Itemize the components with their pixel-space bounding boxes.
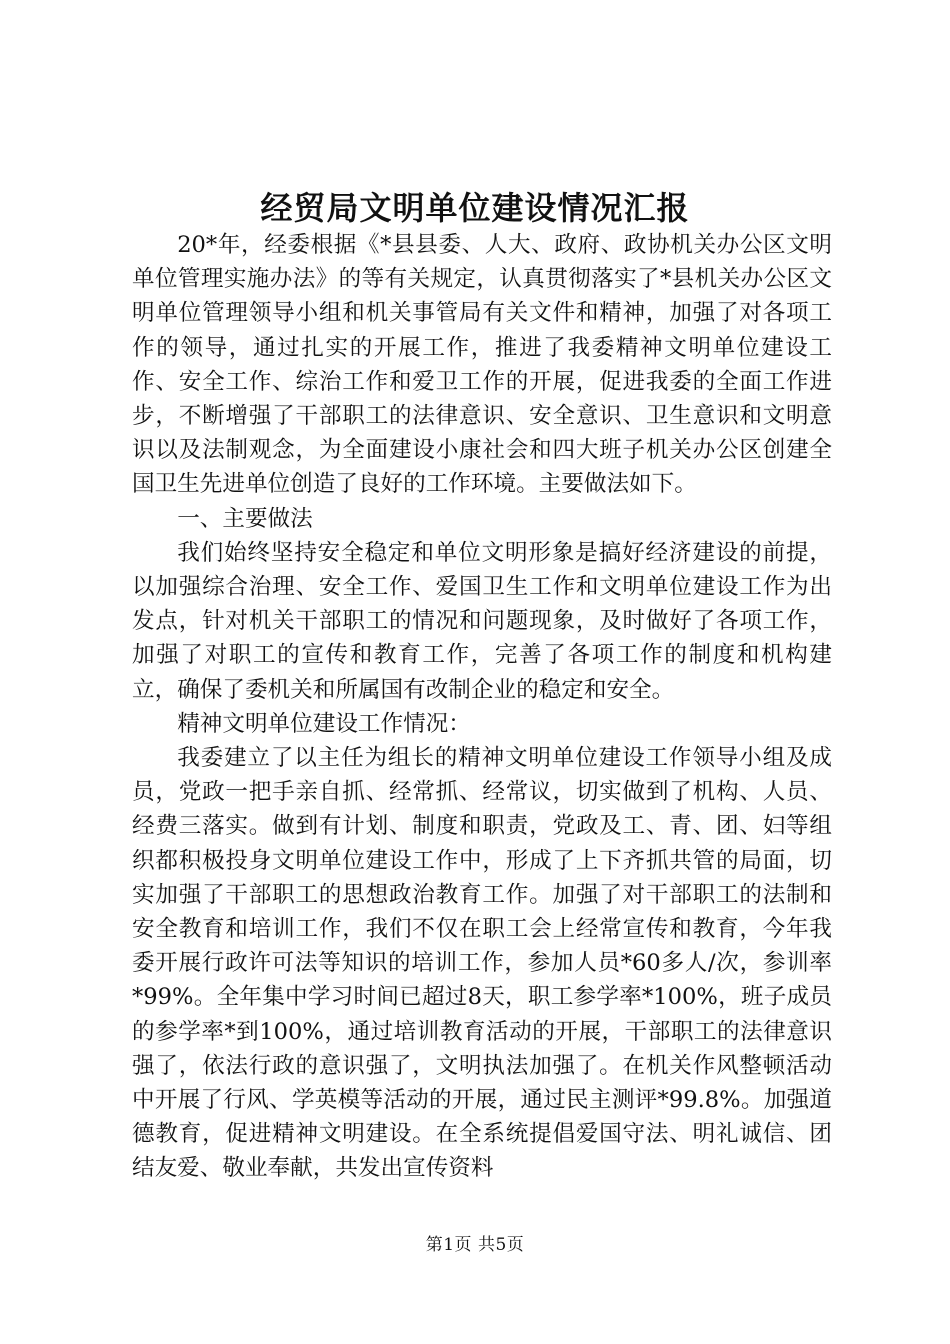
paragraph-practices: 我们始终坚持安全稳定和单位文明形象是搞好经济建设的前提，以加强综合治理、安全工作、爱国卫生工作和文明单位建设工作为出发点，针对机关干部职工的情况和问题现象，及时做好了各项工作，加强了对职工的宣传和教育工作，完善了各项工作的制度和机构建立，确保了委机关和所属国有改制企业的稳定和安全。 — [132, 539, 832, 703]
document-title: 经贸局文明单位建设情况汇报 — [260, 189, 690, 227]
subheading-spiritual-civilization: 精神文明单位建设工作情况： — [177, 710, 471, 737]
document-body — [132, 228, 832, 1186]
page-number-footer: 第1页 共5页 — [425, 1235, 525, 1255]
paragraph-intro: 20*年，经委根据《*县县委、人大、政府、政协机关办公区文明单位管理实施办法》的等有关规定，认真贯彻落实了*县机关办公区文明单位管理领导小组和机关事管局有关文件和精神，加强了对各项工作的领导，通过扎实的开展工作，推进了我委精神文明单位建设工作、安全工作、综治工作和爱卫工作的开展，促进我委的全面工作进步，不断增强了干部职工的法律意识、安全意识、卫生意识和文明意识以及法制观念，为全面建设小康社会和四大班子机关办公区创建全国卫生先进单位创造了良好的工作环境。主要做法如下。 — [132, 232, 832, 498]
paragraph-spiritual-civilization: 我委建立了以主任为组长的精神文明单位建设工作领导小组及成员，党政一把手亲自抓、经常抓、经常议，切实做到了机构、人员、经费三落实。做到有计划、制度和职责，党政及工、青、团、妇等组织都积极投身文明单位建设工作中，形成了上下齐抓共管的局面，切实加强了干部职工的思想政治教育工作。加强了对干部职工的法制和安全教育和培训工作，我们不仅在职工会上经常宣传和教育，今年我委开展行政许可法等知识的培训工作，参加人员*60多人/次，参训率*99%。全年集中学习时间已超过8天，职工参学率*100%，班子成员的参学率*到100%，通过培训教育活动的开展，干部职工的法律意识强了，依法行政的意识强了，文明执法加强了。在机关作风整顿活动中开展了行风、学英模等活动的开展，通过民主测评*99.8%。加强道德教育，促进精神文明建设。在全系统提倡爱国守法、明礼诚信、团结友爱、敬业奉献，共发出宣传资料 — [132, 745, 832, 1182]
section-heading-main-practices: 一、主要做法 — [177, 505, 313, 532]
